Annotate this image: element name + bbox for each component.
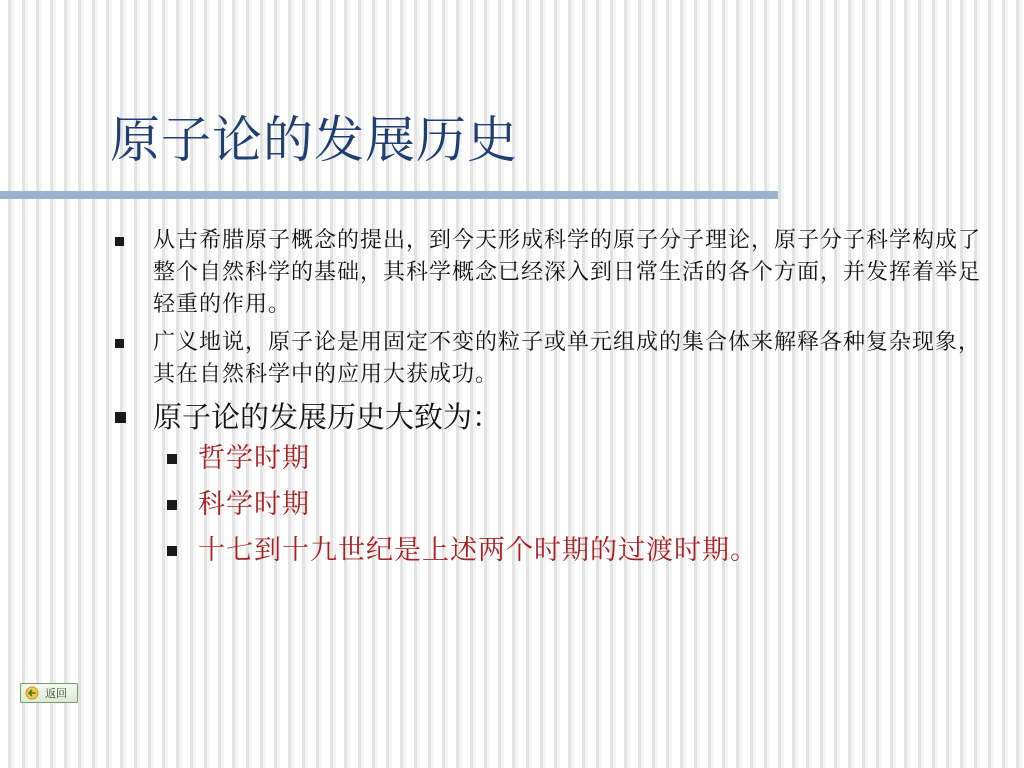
sub-bullet-text: 科学时期	[198, 489, 310, 520]
back-arrow-icon	[25, 686, 41, 700]
bullet-text: 广义地说，原子论是用固定不变的粒子或单元组成的集合体来解释各种复杂现象，其在自然科学中的应用大获成功。	[153, 330, 982, 387]
sub-bullet-list	[164, 441, 982, 569]
slide-content	[112, 225, 982, 579]
square-bullet-icon	[167, 500, 177, 510]
back-button[interactable]	[20, 683, 78, 703]
sub-bullet-text: 十七到十九世纪是上述两个时期的过渡时期。	[198, 535, 758, 566]
bullet-item	[112, 327, 982, 391]
back-button-label: 返回	[45, 686, 67, 700]
slide-title: 原子论的发展历史	[110, 111, 518, 169]
bullet-item	[112, 397, 982, 437]
sub-bullet-item	[164, 441, 982, 477]
sub-bullet-text: 哲学时期	[198, 443, 310, 474]
title-underline	[0, 191, 778, 199]
bullet-text: 原子论的发展历史大致为：	[153, 400, 502, 434]
square-bullet-icon	[115, 339, 124, 348]
square-bullet-icon	[167, 454, 177, 464]
square-bullet-icon	[115, 237, 124, 246]
bullet-item	[112, 225, 982, 321]
sub-bullet-item	[164, 533, 982, 569]
square-bullet-icon	[115, 412, 126, 423]
sub-bullet-item	[164, 487, 982, 523]
bullet-text: 从古希腊原子概念的提出，到今天形成科学的原子分子理论，原子分子科学构成了整个自然科学的基础，其科学概念已经深入到日常生活的各个方面，并发挥着举足轻重的作用。	[153, 228, 982, 317]
square-bullet-icon	[167, 546, 177, 556]
